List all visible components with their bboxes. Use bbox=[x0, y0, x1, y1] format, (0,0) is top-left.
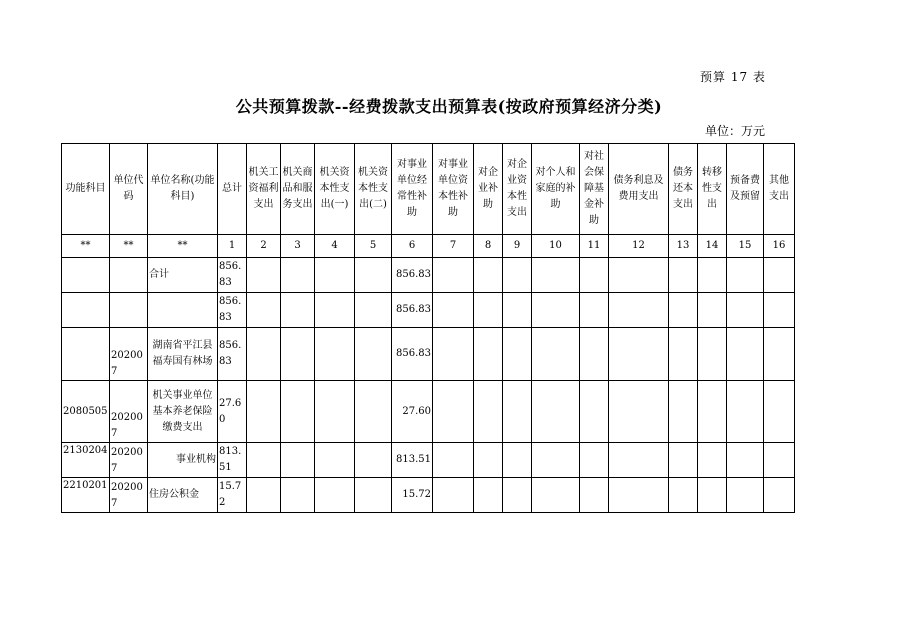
header-cell: 机关资本性支出(一) bbox=[315, 144, 355, 235]
unit-name-cell: 机关事业单位基本养老保险缴费支出 bbox=[148, 381, 218, 443]
unit-name-cell bbox=[148, 293, 218, 328]
header-cell: 对企业资本性支出 bbox=[503, 144, 532, 235]
func-code-cell: 2130204 bbox=[62, 443, 110, 478]
col6-cell: 813.51 bbox=[392, 443, 433, 478]
header-cell: 总计 bbox=[218, 144, 247, 235]
index-cell: 15 bbox=[727, 235, 764, 258]
header-cell: 机关商品和服务支出 bbox=[281, 144, 315, 235]
index-cell: 1 bbox=[218, 235, 247, 258]
col6-cell: 15.72 bbox=[392, 478, 433, 513]
header-cell: 对事业单位经常性补助 bbox=[392, 144, 433, 235]
header-cell: 对社会保障基金补助 bbox=[580, 144, 609, 235]
table-row bbox=[62, 293, 795, 328]
unit-code-cell: 202007 bbox=[110, 328, 148, 381]
unit-name-cell: 事业机构 bbox=[148, 443, 218, 478]
unit-code-cell bbox=[110, 293, 148, 328]
index-cell: 6 bbox=[392, 235, 433, 258]
header-row bbox=[62, 144, 795, 235]
unit-name-cell: 湖南省平江县福寿国有林场 bbox=[148, 328, 218, 381]
index-cell: 3 bbox=[281, 235, 315, 258]
index-cell: 10 bbox=[532, 235, 580, 258]
total-cell: 856.83 bbox=[218, 328, 247, 381]
header-cell: 对事业单位资本性补助 bbox=[433, 144, 474, 235]
header-cell: 功能科目 bbox=[62, 144, 110, 235]
index-cell: ** bbox=[110, 235, 148, 258]
table-row bbox=[62, 443, 795, 478]
index-cell: ** bbox=[62, 235, 110, 258]
total-cell: 27.60 bbox=[218, 381, 247, 443]
table-row bbox=[62, 478, 795, 513]
total-cell: 15.72 bbox=[218, 478, 247, 513]
func-code-cell: 2210201 bbox=[62, 478, 110, 513]
header-cell: 对企业补助 bbox=[474, 144, 503, 235]
index-cell: 13 bbox=[669, 235, 698, 258]
header-cell: 预备费及预留 bbox=[727, 144, 764, 235]
header-cell: 转移性支出 bbox=[698, 144, 727, 235]
header-cell: 单位名称(功能科目) bbox=[148, 144, 218, 235]
index-cell: 14 bbox=[698, 235, 727, 258]
index-row bbox=[62, 235, 795, 258]
col6-cell: 856.83 bbox=[392, 258, 433, 293]
index-cell: ** bbox=[148, 235, 218, 258]
header-cell: 机关资本性支出(二) bbox=[355, 144, 392, 235]
total-cell: 856.83 bbox=[218, 258, 247, 293]
header-cell: 债务还本支出 bbox=[669, 144, 698, 235]
col6-cell: 27.60 bbox=[392, 381, 433, 443]
budget-table bbox=[61, 143, 795, 513]
index-cell: 2 bbox=[247, 235, 281, 258]
page-title: 公共预算拨款--经费拨款支出预算表(按政府预算经济分类) bbox=[235, 97, 663, 116]
unit-code-cell: 202007 bbox=[110, 478, 148, 513]
header-cell: 机关工资福利支出 bbox=[247, 144, 281, 235]
form-number: 预算 17 表 bbox=[700, 70, 766, 84]
index-cell: 16 bbox=[764, 235, 795, 258]
unit-name-cell: 住房公积金 bbox=[148, 478, 218, 513]
total-cell: 856.83 bbox=[218, 293, 247, 328]
index-cell: 12 bbox=[609, 235, 669, 258]
index-cell: 5 bbox=[355, 235, 392, 258]
unit-code-cell: 202007 bbox=[110, 443, 148, 478]
index-cell: 11 bbox=[580, 235, 609, 258]
func-code-cell: 2080505 bbox=[62, 381, 110, 443]
header-cell: 单位代码 bbox=[110, 144, 148, 235]
func-code-cell bbox=[62, 293, 110, 328]
index-cell: 4 bbox=[315, 235, 355, 258]
unit-code-cell: 202007 bbox=[110, 381, 148, 443]
index-cell: 8 bbox=[474, 235, 503, 258]
index-cell: 9 bbox=[503, 235, 532, 258]
unit-code-cell bbox=[110, 258, 148, 293]
unit-name-cell: 合计 bbox=[148, 258, 218, 293]
table-row bbox=[62, 328, 795, 381]
col6-cell: 856.83 bbox=[392, 328, 433, 381]
table-row bbox=[62, 258, 795, 293]
func-code-cell bbox=[62, 328, 110, 381]
col6-cell: 856.83 bbox=[392, 293, 433, 328]
table-row bbox=[62, 381, 795, 443]
func-code-cell bbox=[62, 258, 110, 293]
header-cell: 其他支出 bbox=[764, 144, 795, 235]
header-cell: 债务利息及费用支出 bbox=[609, 144, 669, 235]
header-cell: 对个人和家庭的补助 bbox=[532, 144, 580, 235]
index-cell: 7 bbox=[433, 235, 474, 258]
unit-label: 单位：万元 bbox=[705, 124, 766, 138]
total-cell: 813.51 bbox=[218, 443, 247, 478]
